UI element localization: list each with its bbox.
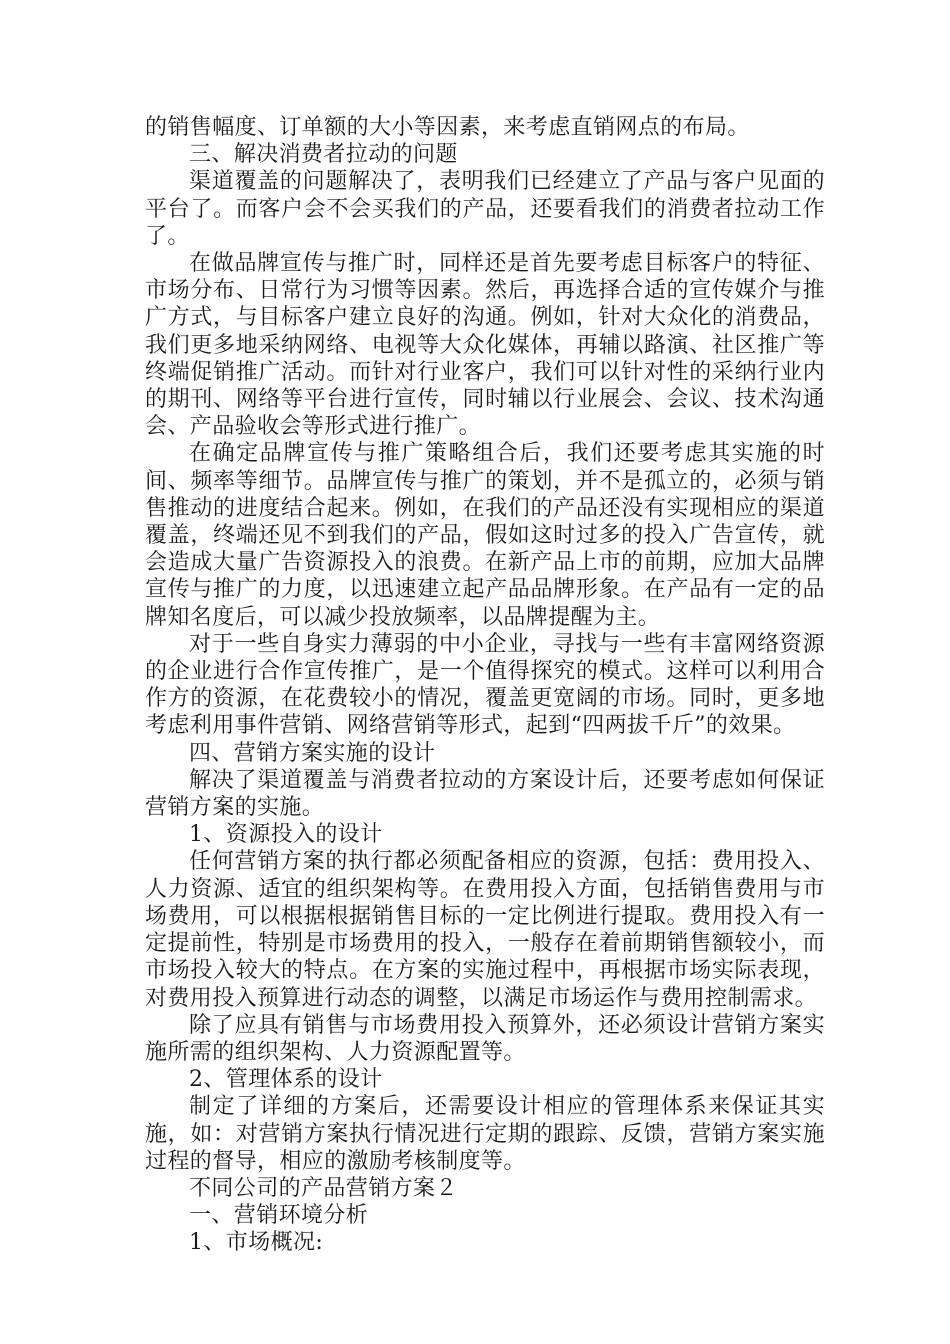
subsection-heading: 2、管理体系的设计 — [189, 1067, 383, 1093]
paragraph: 在确定品牌宣传与推广策略组合后，我们还要考虑其实施的时间、频率等细节。品牌宣传与推广的策划，并不是孤立的，必须与销售推动的进度结合起来。例如，在我们的产品还没有实现相应的渠道覆盖，终端还见不到我们的产品，假如这时过多的投入广告宣传，就会造成大量广告资源投入的浪费。在新产品上市的前期，应加大品牌宣传与推广的力度，以迅速建立起产品品牌形象。在产品有一定的品牌知名度后，可以减少投放频率，以品牌提醒为主。 — [145, 441, 825, 630]
paragraph: 在做品牌宣传与推广时，同样还是首先要考虑目标客户的特征、市场分布、日常行为习惯等因素。然后，再选择合适的宣传媒介与推广方式，与目标客户建立良好的沟通。例如，针对大众化的消费品，我们更多地采纳网络、电视等大众化媒体，再辅以路演、社区推广等终端促销推广活动。而针对行业客户，我们可以针对性的采纳行业内的期刊、网络等平台进行宣传，同时辅以行业展会、会议、技术沟通会、产品验收会等形式进行推广。 — [145, 251, 825, 440]
paragraph: 的销售幅度、订单额的大小等因素，来考虑直销网点的布局。 — [145, 115, 750, 140]
document-subtitle: 不同公司的产品营销方案２ — [189, 1175, 458, 1201]
document-page — [145, 114, 825, 1257]
subsection-heading: 1、市场概况: — [189, 1230, 324, 1256]
section-heading: 四、营销方案实施的设计 — [189, 740, 436, 766]
paragraph: 除了应具有销售与市场费用投入预算外，还必须设计营销方案实施所需的组织架构、人力资源配置等。 — [145, 1012, 825, 1065]
paragraph: 对于一些自身实力薄弱的中小企业，寻找与一些有丰富网络资源的企业进行合作宣传推广，是一个值得探究的模式。这样可以利用合作方的资源，在花费较小的情况，覆盖更宽阔的市场。同时，更多地考虑利用事件营销、网络营销等形式，起到“四两拔千斤”的效果。 — [145, 631, 825, 739]
subsection-heading: 1、资源投入的设计 — [189, 822, 383, 848]
section-heading: 三、解决消费者拉动的问题 — [189, 142, 458, 168]
paragraph: 解决了渠道覆盖与消费者拉动的方案设计后，还要考虑如何保证营销方案的实施。 — [145, 767, 825, 821]
section-heading: 一、营销环境分析 — [189, 1203, 369, 1229]
paragraph: 渠道覆盖的问题解决了，表明我们已经建立了产品与客户见面的平台了。而客户会不会买我们的产品，还要看我们的消费者拉动工作了。 — [145, 169, 825, 249]
paragraph: 制定了详细的方案后，还需要设计相应的管理体系来保证其实施，如：对营销方案执行情况进行定期的跟踪、反馈，营销方案实施过程的督导，相应的激励考核制度等。 — [145, 1094, 825, 1174]
paragraph: 任何营销方案的执行都必须配备相应的资源，包括：费用投入、人力资源、适宜的组织架构等。在费用投入方面，包括销售费用与市场费用，可以根据根据销售目标的一定比例进行提取。费用投入有一定提前性，特别是市场费用的投入，一般存在着前期销售额较小，而市场投入较大的特点。在方案的实施过程中，再根据市场实际表现，对费用投入预算进行动态的调整，以满足市场运作与费用控制需求。 — [145, 849, 825, 1011]
